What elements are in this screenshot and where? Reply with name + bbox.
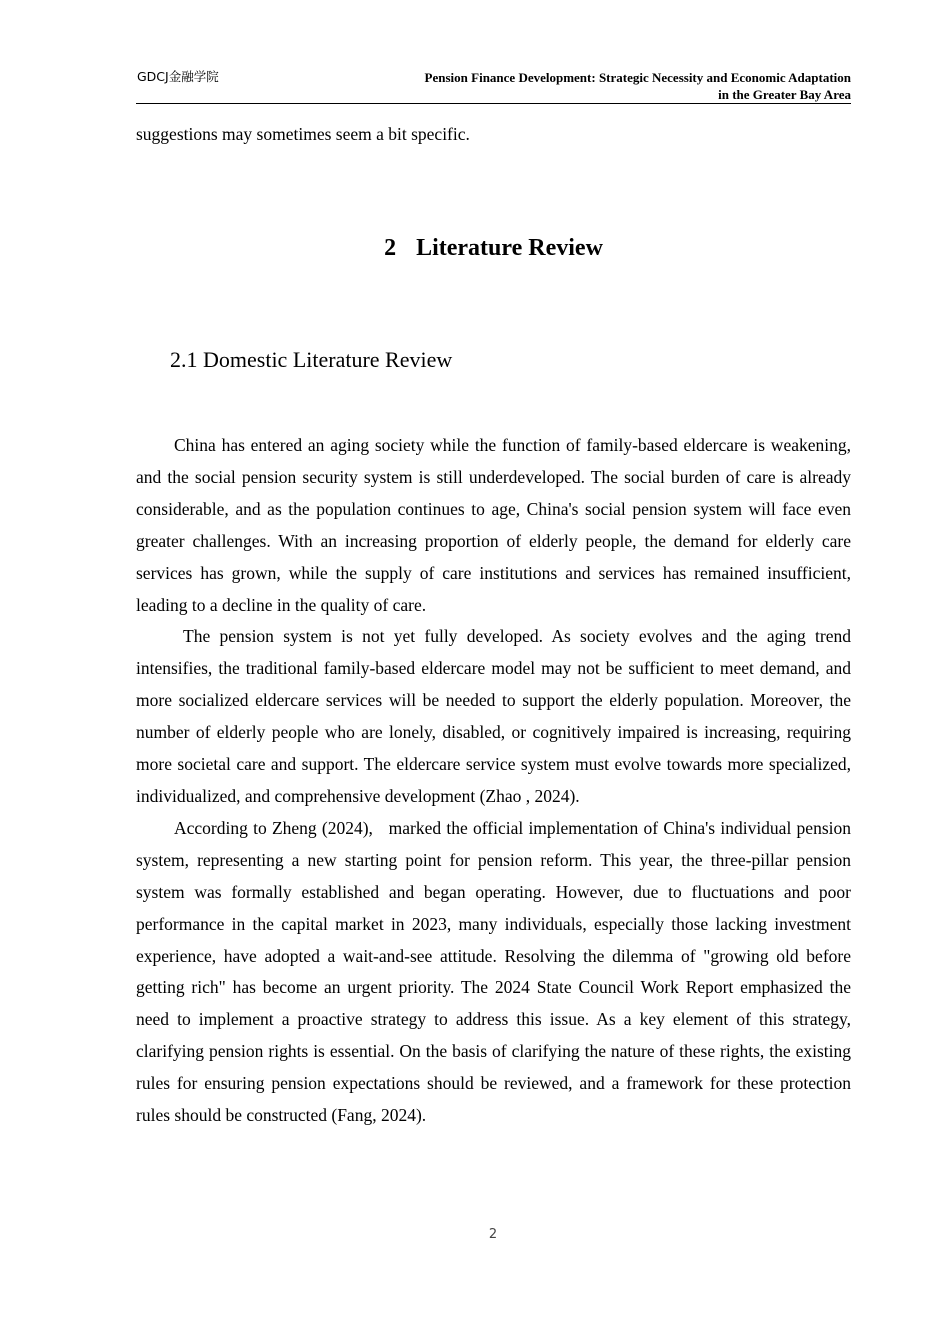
paragraph: The pension system is not yet fully developed. As society evolves and the aging trend intensifies, the traditional family-based eldercare model may not be sufficient to meet demand, and more socialized eldercare services will be needed to support the elderly population. Moreover, the number of elderly people who are lonely, disabled, or cognitively impaired is increasing, requiring more societal care and support. The eldercare service system must evolve towards more specialized, individualized, and comprehensive development (Zhao , 2024). [136, 626, 851, 806]
continued-text: suggestions may sometimes seem a bit specific. [136, 124, 470, 144]
header-paper-title [331, 69, 851, 103]
header-title-line-2: in the Greater Bay Area [718, 87, 851, 102]
header-institution: GDCJ金融学院 [137, 69, 219, 84]
running-header [136, 67, 851, 104]
header-title-line-1: Pension Finance Development: Strategic Necessity and Economic Adaptation [424, 70, 851, 85]
body-text [136, 430, 851, 1132]
page-number: 2 [488, 1227, 498, 1242]
chapter-title: Literature Review [416, 235, 603, 261]
paragraph: China has entered an aging society while the function of family-based eldercare is weakening, and the social pension security system is still underdeveloped. The social burden of care is already considerable, and as the population continues to age, China's social pension system will face even greater challenges. With an increasing proportion of elderly people, the demand for elderly care services has grown, while the supply of care institutions and services has remained insufficient, leading to a decline in the quality of care. [136, 435, 851, 615]
paragraph: According to Zheng (2024), marked the official implementation of China's individual pension system, representing a new starting point for pension reform. This year, the three-pillar pension system was formally established and began operating. However, due to fluctuations and poor performance in the capital market in 2023, many individuals, especially those lacking investment experience, have adopted a wait-and-see attitude. Resolving the dilemma of "growing old before getting rich" has become an urgent priority. The 2024 State Council Work Report emphasized the need to implement a proactive strategy to address this issue. As a key element of this strategy, clarifying pension rights is essential. On the basis of clarifying the nature of these rights, the existing rules for ensuring pension expectations should be reviewed, and a framework for these protection rules should be constructed (Fang, 2024). [136, 817, 851, 1126]
chapter-number: 2 [384, 235, 397, 261]
chapter-heading [136, 232, 851, 264]
section-heading: 2.1 Domestic Literature Review [170, 347, 453, 372]
